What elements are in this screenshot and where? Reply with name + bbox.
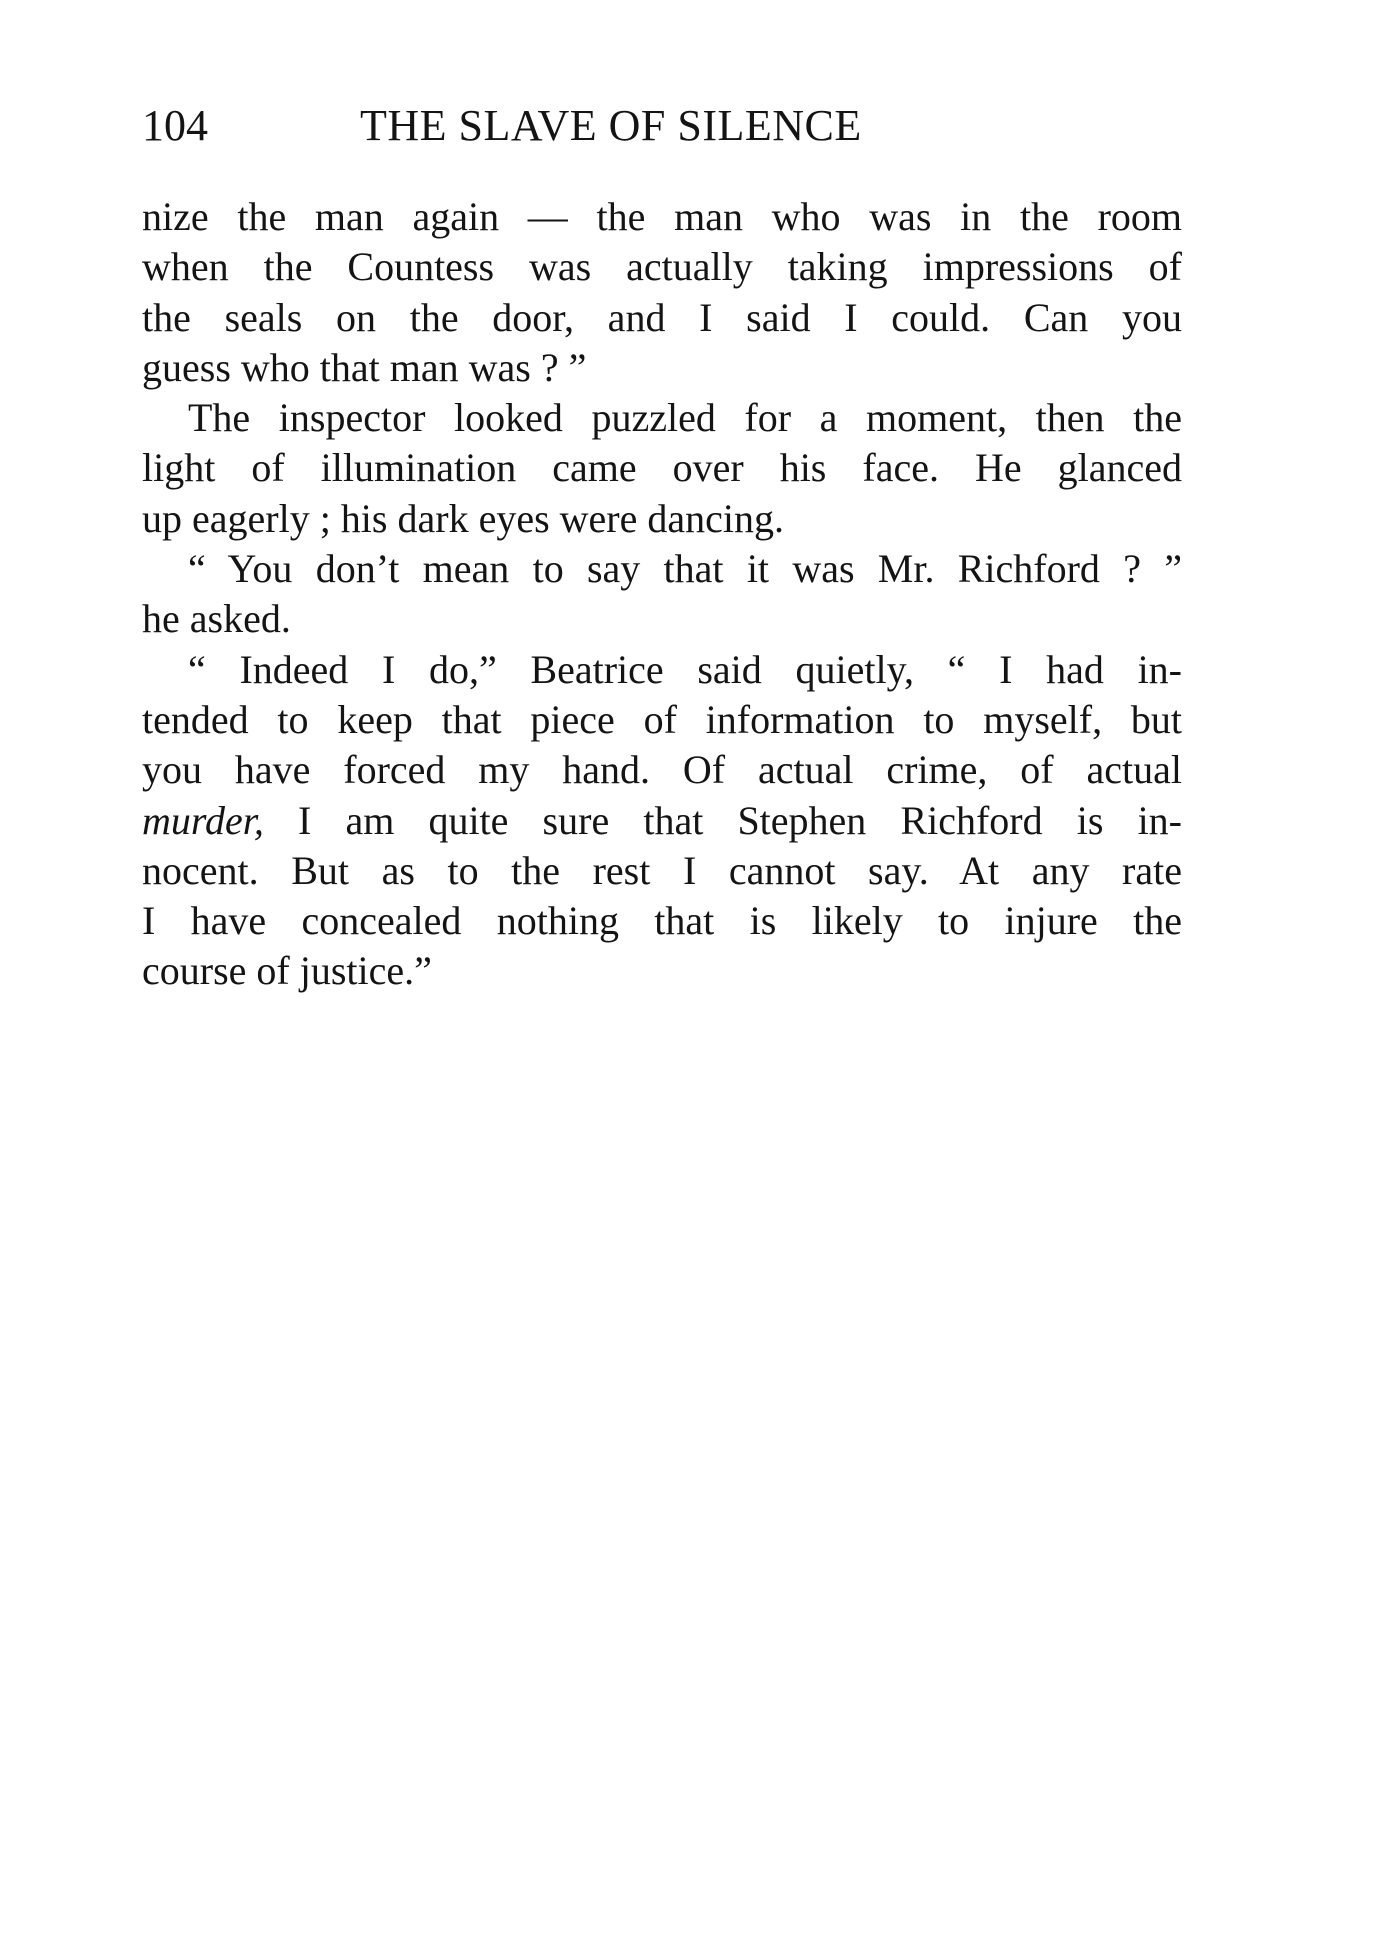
text-line-rest: I am quite sure that Stephen Richford is in- xyxy=(298,797,1182,843)
text-line: he asked. xyxy=(142,596,291,642)
text-line: up eagerly ; his dark eyes were dancing. xyxy=(142,495,784,541)
text-line: tended to keep that piece of information to myself, but xyxy=(142,696,1182,742)
paragraph-start-line: “ You don’t mean to say that it was Mr. Richford ? ” xyxy=(188,546,1182,592)
page-number: 104 xyxy=(142,101,208,150)
page-header xyxy=(142,98,1182,154)
paragraph-start-line: “ Indeed I do,” Beatrice said quietly, “ I had in- xyxy=(188,646,1182,692)
emphasis-word: murder, xyxy=(142,797,264,843)
paragraph-start-line: The inspector looked puzzled for a moment, then the xyxy=(188,395,1182,441)
text-line: nize the man again — the man who was in the room xyxy=(142,194,1182,239)
text-line: when the Countess was actually taking impressions of xyxy=(142,244,1182,290)
text-line-with-emphasis xyxy=(142,796,1182,846)
text-line: you have forced my hand. Of actual crime, of actual xyxy=(142,747,1182,793)
text-line: I have concealed nothing that is likely to injure the xyxy=(142,898,1182,944)
text-line: light of illumination came over his face. He glanced xyxy=(142,445,1182,491)
text-line: the seals on the door, and I said I could. Can you xyxy=(142,294,1182,340)
text-line: nocent. But as to the rest I cannot say. At any rate xyxy=(142,847,1182,893)
text-line: guess who that man was ? ” xyxy=(142,344,587,390)
text-line: course of justice.” xyxy=(142,948,432,994)
running-title: THE SLAVE OF SILENCE xyxy=(360,101,862,150)
body-text xyxy=(142,192,1182,997)
